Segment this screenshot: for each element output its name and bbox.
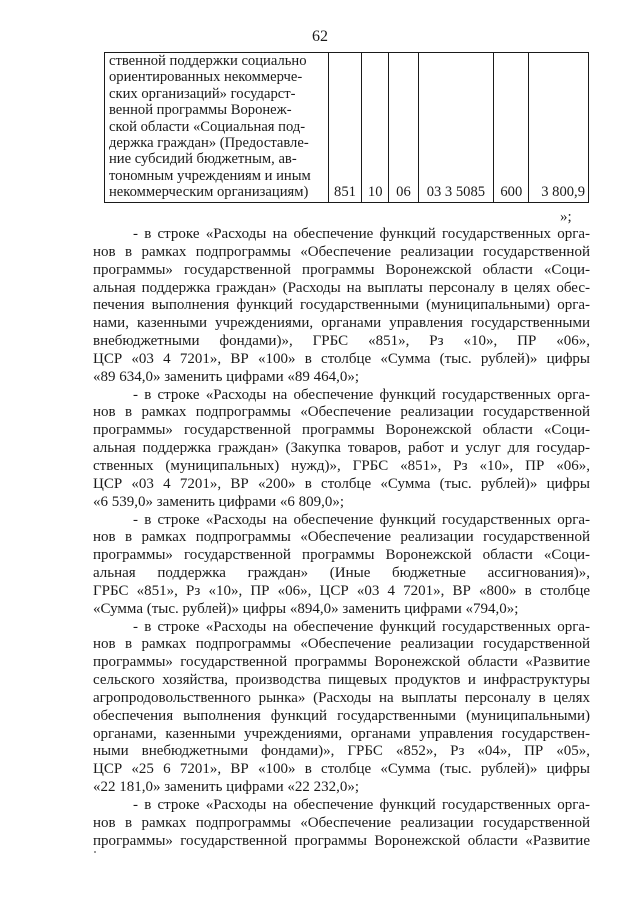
text-line: «6 539,0» заменить цифрами «6 809,0»; xyxy=(93,493,345,510)
text-line: печения выполнения функций государственными (муниципальными) орга- xyxy=(93,297,590,314)
text-line: альная поддержка граждан» (Расходы на выплаты персоналу в целях обес- xyxy=(93,279,590,296)
text-line: - в строке «Расходы на обеспечение функций государственных орга- xyxy=(133,618,590,635)
text-line: программы» государственной программы Воронежской области «Развитие xyxy=(93,832,590,849)
text-line: - в строке «Расходы на обеспечение функций государственных орга- xyxy=(133,797,590,813)
text-line: программы» государственной программы Воронежской области «Развитие xyxy=(93,654,590,671)
text-line: нов в рамках подпрограммы «Обеспечение реализации государственной xyxy=(93,814,590,831)
text-line: «89 634,0» заменить цифрами «89 464,0»; xyxy=(93,368,360,385)
vr-cell: 600 xyxy=(494,53,529,203)
text-line: ЦСР «03 4 7201», ВР «200» в столбце «Сумма (тыс. рублей)» цифры xyxy=(93,475,590,492)
text-line: органами, казенными учреждениями, органами управления государствен- xyxy=(93,725,590,742)
text-line: ЦСР «03 4 7201», ВР «100» в столбце «Сумма (тыс. рублей)» цифры xyxy=(93,350,590,367)
description-line: ских организаций» государст- xyxy=(109,85,296,102)
csr-cell: 03 3 5085 xyxy=(418,53,494,203)
text-line: агропродовольственного рынка» (Расходы на выплаты персоналу в целях xyxy=(93,689,590,706)
text-line: нов в рамках подпрограммы «Обеспечение реализации государственной xyxy=(93,529,590,546)
description-line: некоммерческим организациям) xyxy=(109,184,309,201)
text-line: нов в рамках подпрограммы «Обеспечение реализации государственной xyxy=(93,404,590,421)
text-line: обеспечения выполнения функций государственными (муниципальными) xyxy=(93,707,590,724)
text-line: нов в рамках подпрограммы «Обеспечение реализации государственной xyxy=(93,243,590,260)
description-line: ской области «Социальная под- xyxy=(109,118,306,135)
text-line: альная поддержка граждан» (Иные бюджетные ассигнования)», xyxy=(93,565,590,582)
pr-cell: 06 xyxy=(389,53,418,203)
description-line: ние субсидий бюджетным, ав- xyxy=(109,151,297,168)
text-line: программы» государственной программы Воронежской области «Соци- xyxy=(93,261,590,278)
amendment-text xyxy=(93,226,590,851)
text-line: ными внебюджетными фондами)», ГРБС «852», Рз «04», ПР «05», xyxy=(93,743,590,760)
text-line: сельского хозяйства, производства пищевых продуктов и инфраструктуры xyxy=(93,672,590,689)
text-line: ЦСР «25 6 7201», ВР «100» в столбце «Сумма (тыс. рублей)» цифры xyxy=(93,761,590,778)
text-line: - в строке «Расходы на обеспечение функций государственных орга- xyxy=(133,511,590,528)
description-line: ориентированных некоммерче- xyxy=(109,69,303,86)
text-line: ственных (муниципальных) нужд)», ГРБС «851», Рз «10», ПР «06», xyxy=(93,457,590,474)
text-line: программы» государственной программы Воронежской области «Соци- xyxy=(93,422,590,439)
amendment-paragraph xyxy=(93,512,590,619)
description-line: тономным учреждениям и иным xyxy=(109,167,311,184)
text-line: «22 181,0» заменить цифрами «22 232,0»; xyxy=(93,779,360,796)
scan-speck xyxy=(94,851,96,853)
text-line: ГРБС «851», Рз «10», ПР «06», ЦСР «03 4 7201», ВР «800» в столбце xyxy=(93,582,590,599)
rz-cell: 10 xyxy=(362,53,389,203)
amendment-paragraph xyxy=(93,797,590,851)
description-line: держка граждан» (Предоставле- xyxy=(109,135,309,152)
text-line: программы» государственной программы Воронежской области «Соци- xyxy=(93,547,590,564)
text-line: нов в рамках подпрограммы «Обеспечение реализации государственной xyxy=(93,636,590,653)
grbs-cell: 851 xyxy=(328,53,361,203)
description-line: венной программы Воронеж- xyxy=(109,102,292,119)
amendment-paragraph xyxy=(93,226,590,387)
text-line: «Сумма (тыс. рублей)» цифры «894,0» заменить цифрами «794,0»; xyxy=(93,600,519,617)
amendment-paragraph xyxy=(93,387,590,512)
budget-table xyxy=(104,52,589,203)
amount-cell: 3 800,9 xyxy=(529,53,589,203)
text-line: альная поддержка граждан» (Закупка товаров, работ и услуг для государ- xyxy=(93,440,590,457)
text-line: - в строке «Расходы на обеспечение функций государственных орга- xyxy=(133,226,590,242)
closing-quote: »; xyxy=(560,209,572,225)
text-line: - в строке «Расходы на обеспечение функций государственных орга- xyxy=(133,386,590,403)
amendment-paragraph xyxy=(93,619,590,797)
description-line: ственной поддержки социально xyxy=(109,53,307,69)
table-row xyxy=(105,53,589,203)
page-number: 62 xyxy=(312,28,328,45)
text-line: нами, казенными учреждениями, органами управления государственными xyxy=(93,315,590,332)
text-line: внебюджетными фондами)», ГРБС «851», Рз «10», ПР «06», xyxy=(93,333,590,350)
expense-description-cell xyxy=(105,53,329,203)
